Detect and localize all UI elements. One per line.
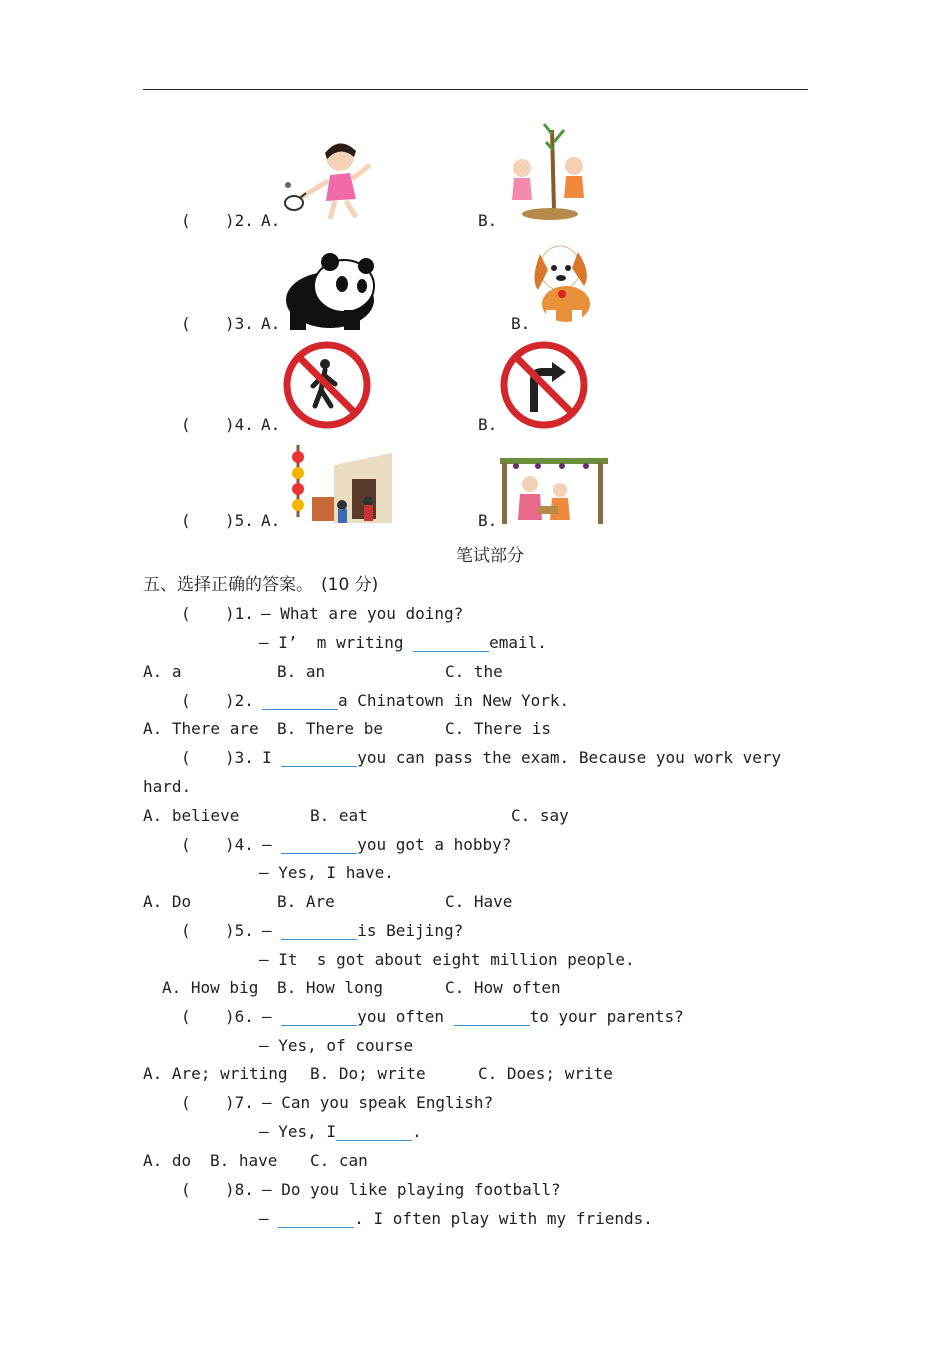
option-a-label: A. bbox=[261, 511, 281, 530]
answer-paren: ( bbox=[181, 691, 191, 710]
question-number: )3. bbox=[225, 314, 254, 333]
answer-paren: ( bbox=[181, 211, 191, 230]
option-c: C. Does; write bbox=[478, 1064, 613, 1083]
q3-line1-start: I bbox=[262, 748, 282, 767]
children-planting-tree-image bbox=[500, 120, 592, 225]
question-number: )5. bbox=[225, 511, 254, 530]
option-b-label: B. bbox=[478, 415, 498, 434]
option-b: B. Are bbox=[277, 892, 335, 911]
q7-line2-end: . bbox=[412, 1122, 422, 1141]
question-number: )6. bbox=[225, 1007, 254, 1026]
q2-line1-end: a Chinatown in New York. bbox=[338, 691, 570, 710]
answer-blank[interactable] bbox=[281, 837, 357, 854]
q6-line1 bbox=[262, 1007, 684, 1027]
answer-paren: ( bbox=[181, 835, 191, 854]
q6-line2: — Yes, of course bbox=[259, 1036, 414, 1055]
q4-line1-end: you got a hobby? bbox=[357, 835, 512, 854]
question-number: )4. bbox=[225, 835, 254, 854]
option-b: B. an bbox=[277, 662, 326, 681]
q5-line2: — It s got about eight million people. bbox=[259, 950, 635, 969]
option-c: C. the bbox=[445, 662, 503, 681]
q5-line1 bbox=[262, 921, 463, 941]
question-number: )8. bbox=[225, 1180, 254, 1199]
question-number: )4. bbox=[225, 415, 254, 434]
option-b: B. How long bbox=[277, 978, 383, 997]
dog-image bbox=[528, 240, 602, 332]
option-c: C. say bbox=[511, 806, 569, 825]
answer-blank[interactable] bbox=[281, 1009, 357, 1026]
answer-paren: ( bbox=[181, 748, 191, 767]
option-a: A. a bbox=[143, 662, 182, 681]
option-b: B. have bbox=[210, 1151, 278, 1170]
option-b: B. Do; write bbox=[310, 1064, 426, 1083]
section5-heading: 五、选择正确的答案。 bbox=[143, 575, 313, 595]
option-a: A. How big bbox=[162, 978, 259, 997]
header-rule bbox=[143, 89, 808, 90]
q6-line1-start: — bbox=[262, 1007, 282, 1026]
q6-line1-middle: you often bbox=[357, 1007, 454, 1026]
answer-paren: ( bbox=[181, 921, 191, 940]
q8-line2-start: — bbox=[259, 1209, 279, 1228]
q5-line1-start: — bbox=[262, 921, 282, 940]
option-c: C. There is bbox=[445, 719, 551, 738]
option-a: A. believe bbox=[143, 806, 240, 825]
q8-line2-end: . I often play with my friends. bbox=[354, 1209, 653, 1228]
q1-line2-end: email. bbox=[489, 633, 547, 652]
option-a: A. Are; writing bbox=[143, 1064, 288, 1083]
answer-paren: ( bbox=[181, 511, 191, 530]
q3-line1-end: you can pass the exam. Because you work very bbox=[357, 748, 782, 767]
option-b: B. eat bbox=[310, 806, 368, 825]
section5-score: (10 分) bbox=[321, 575, 379, 595]
option-c: C. How often bbox=[445, 978, 561, 997]
no-pedestrians-sign-image bbox=[281, 340, 373, 430]
option-b-label: B. bbox=[511, 314, 531, 333]
q3-line1 bbox=[262, 748, 781, 768]
section5-title bbox=[143, 575, 378, 595]
option-b-label: B. bbox=[478, 511, 498, 530]
answer-blank[interactable] bbox=[336, 1124, 412, 1141]
option-c: C. Have bbox=[445, 892, 513, 911]
option-c: C. can bbox=[310, 1151, 368, 1170]
question-number: )2. bbox=[225, 211, 254, 230]
answer-paren: ( bbox=[181, 415, 191, 434]
q6-line1-end: to your parents? bbox=[529, 1007, 684, 1026]
answer-paren: ( bbox=[181, 1007, 191, 1026]
q8-line1: — Do you like playing football? bbox=[262, 1180, 561, 1199]
answer-paren: ( bbox=[181, 314, 191, 333]
no-right-turn-sign-image bbox=[498, 340, 590, 430]
written-section-title: 笔试部分 bbox=[456, 546, 524, 566]
option-b: B. There be bbox=[277, 719, 383, 738]
q1-line2-start: — I’ m writing bbox=[259, 633, 414, 652]
option-a: A. do bbox=[143, 1151, 192, 1170]
answer-blank[interactable] bbox=[262, 693, 338, 710]
answer-blank[interactable] bbox=[413, 635, 489, 652]
q2-line1 bbox=[262, 691, 569, 711]
question-number: )2. bbox=[225, 691, 254, 710]
q8-line2 bbox=[259, 1209, 653, 1229]
q7-line1: — Can you speak English? bbox=[262, 1093, 494, 1112]
q1-line1: — What are you doing? bbox=[261, 604, 464, 623]
answer-paren: ( bbox=[181, 1180, 191, 1199]
answer-blank[interactable] bbox=[278, 1211, 354, 1228]
option-a-label: A. bbox=[261, 415, 281, 434]
q5-line1-end: is Beijing? bbox=[357, 921, 464, 940]
option-a-label: A. bbox=[261, 211, 281, 230]
answer-paren: ( bbox=[181, 1093, 191, 1112]
q4-line1 bbox=[262, 835, 511, 855]
question-number: )7. bbox=[225, 1093, 254, 1112]
question-number: )5. bbox=[225, 921, 254, 940]
option-a-label: A. bbox=[261, 314, 281, 333]
girl-playing-tennis-image bbox=[280, 135, 380, 227]
answer-paren: ( bbox=[181, 604, 191, 623]
question-number: )3. bbox=[225, 748, 254, 767]
q4-line1-start: — bbox=[262, 835, 282, 854]
option-a: A. There are bbox=[143, 719, 259, 738]
q7-line2-start: — Yes, I bbox=[259, 1122, 337, 1141]
answer-blank[interactable] bbox=[454, 1009, 530, 1026]
option-b-label: B. bbox=[478, 211, 498, 230]
chinese-new-year-street-image bbox=[282, 443, 394, 529]
answer-blank[interactable] bbox=[281, 923, 357, 940]
q7-line2 bbox=[259, 1122, 422, 1142]
panda-image bbox=[282, 248, 382, 332]
q3-line2: hard. bbox=[143, 777, 192, 796]
q1-line2 bbox=[259, 633, 547, 653]
family-under-grapevine-image bbox=[498, 454, 610, 526]
q4-line2: — Yes, I have. bbox=[259, 863, 394, 882]
answer-blank[interactable] bbox=[281, 750, 357, 767]
option-a: A. Do bbox=[143, 892, 192, 911]
question-number: )1. bbox=[225, 604, 254, 623]
